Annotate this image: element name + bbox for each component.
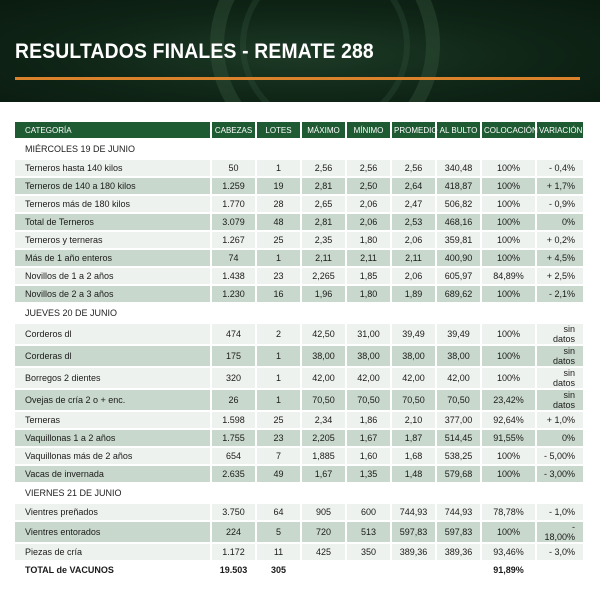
cell-maximo: 2,11 xyxy=(302,250,347,266)
cell-variacion: sin datos xyxy=(537,346,585,366)
table-row xyxy=(15,412,585,428)
header-banner xyxy=(0,0,600,102)
cell-variacion: - 3,00% xyxy=(537,466,585,482)
cell-maximo: 1,885 xyxy=(302,448,347,464)
cell-categoria: Vaquillonas más de 2 años xyxy=(15,448,212,464)
page-title: RESULTADOS FINALES - REMATE 288 xyxy=(15,40,374,63)
cell-maximo: 2,265 xyxy=(302,268,347,284)
cell-minimo: 1,80 xyxy=(347,232,392,248)
cell-minimo: 1,85 xyxy=(347,268,392,284)
cell-maximo: 905 xyxy=(302,504,347,520)
cell-cabezas: 74 xyxy=(212,250,257,266)
cell-categoria: Vaquillonas 1 a 2 años xyxy=(15,430,212,446)
cell-lotes: 11 xyxy=(257,544,302,560)
cell-variacion: sin datos xyxy=(537,368,585,388)
cell-minimo: 1,35 xyxy=(347,466,392,482)
cell-variacion: sin datos xyxy=(537,324,585,344)
cell-promedio: 744,93 xyxy=(392,504,437,520)
cell-maximo: 2,81 xyxy=(302,214,347,230)
cell-variacion: - 3,0% xyxy=(537,544,585,560)
total-cabezas: 19.503 xyxy=(212,562,257,578)
cell-variacion: - 5,00% xyxy=(537,448,585,464)
cell-variacion: + 4,5% xyxy=(537,250,585,266)
table-row xyxy=(15,466,585,482)
cell-lotes: 25 xyxy=(257,412,302,428)
cell-promedio: 42,00 xyxy=(392,368,437,388)
cell-promedio: 2,06 xyxy=(392,268,437,284)
cell-categoria: Más de 1 año enteros xyxy=(15,250,212,266)
cell-cabezas: 474 xyxy=(212,324,257,344)
cell-al-bulto: 359,81 xyxy=(437,232,482,248)
cell-colocacion: 93,46% xyxy=(482,544,537,560)
cell-categoria: Terneras xyxy=(15,412,212,428)
cell-cabezas: 320 xyxy=(212,368,257,388)
cell-categoria: Corderas dl xyxy=(15,346,212,366)
cell-maximo: 2,205 xyxy=(302,430,347,446)
table-row xyxy=(15,504,585,520)
cell-variacion: 0% xyxy=(537,430,585,446)
total-lotes: 305 xyxy=(257,562,302,578)
cell-colocacion: 100% xyxy=(482,214,537,230)
cell-colocacion: 100% xyxy=(482,250,537,266)
cell-minimo: 2,50 xyxy=(347,178,392,194)
cell-promedio: 597,83 xyxy=(392,522,437,542)
table-row xyxy=(15,368,585,388)
table-row xyxy=(15,448,585,464)
column-header-colocacion: COLOCACIÓN xyxy=(482,122,537,138)
cell-promedio: 389,36 xyxy=(392,544,437,560)
total-colocacion: 91,89% xyxy=(482,562,537,578)
cell-variacion: sin datos xyxy=(537,390,585,410)
cell-cabezas: 26 xyxy=(212,390,257,410)
cell-colocacion: 100% xyxy=(482,324,537,344)
cell-minimo: 350 xyxy=(347,544,392,560)
cell-colocacion: 100% xyxy=(482,196,537,212)
cell-al-bulto: 39,49 xyxy=(437,324,482,344)
cell-al-bulto: 38,00 xyxy=(437,346,482,366)
cell-al-bulto: 597,83 xyxy=(437,522,482,542)
cell-promedio: 1,68 xyxy=(392,448,437,464)
cell-minimo: 600 xyxy=(347,504,392,520)
table-row xyxy=(15,430,585,446)
cell-al-bulto: 340,48 xyxy=(437,160,482,176)
section-header xyxy=(15,140,585,158)
cell-cabezas: 1.259 xyxy=(212,178,257,194)
table-row xyxy=(15,196,585,212)
cell-promedio: 2,64 xyxy=(392,178,437,194)
cell-lotes: 1 xyxy=(257,160,302,176)
cell-minimo: 1,67 xyxy=(347,430,392,446)
cell-colocacion: 100% xyxy=(482,448,537,464)
cell-cabezas: 654 xyxy=(212,448,257,464)
column-header-minimo: MÍNIMO xyxy=(347,122,392,138)
column-header-cabezas: CABEZAS xyxy=(212,122,257,138)
cell-cabezas: 3.079 xyxy=(212,214,257,230)
cell-categoria: Piezas de cría xyxy=(15,544,212,560)
cell-maximo: 1,67 xyxy=(302,466,347,482)
cell-minimo: 2,56 xyxy=(347,160,392,176)
cell-colocacion: 100% xyxy=(482,286,537,302)
cell-minimo: 513 xyxy=(347,522,392,542)
table-row xyxy=(15,214,585,230)
cell-al-bulto: 689,62 xyxy=(437,286,482,302)
cell-variacion: + 1,7% xyxy=(537,178,585,194)
cell-promedio: 2,47 xyxy=(392,196,437,212)
cell-lotes: 19 xyxy=(257,178,302,194)
cell-minimo: 31,00 xyxy=(347,324,392,344)
cell-lotes: 7 xyxy=(257,448,302,464)
cell-variacion: - 1,0% xyxy=(537,504,585,520)
cell-lotes: 64 xyxy=(257,504,302,520)
cell-colocacion: 78,78% xyxy=(482,504,537,520)
total-row xyxy=(15,562,585,578)
cell-promedio: 2,10 xyxy=(392,412,437,428)
cell-cabezas: 1.438 xyxy=(212,268,257,284)
cell-colocacion: 23,42% xyxy=(482,390,537,410)
cell-maximo: 2,35 xyxy=(302,232,347,248)
cell-variacion: - 0,9% xyxy=(537,196,585,212)
cell-lotes: 16 xyxy=(257,286,302,302)
table-row xyxy=(15,324,585,344)
cell-minimo: 2,06 xyxy=(347,214,392,230)
cell-al-bulto: 70,50 xyxy=(437,390,482,410)
table-row xyxy=(15,178,585,194)
table-row xyxy=(15,346,585,366)
cell-cabezas: 3.750 xyxy=(212,504,257,520)
cell-cabezas: 1.230 xyxy=(212,286,257,302)
cell-minimo: 70,50 xyxy=(347,390,392,410)
cell-categoria: Terneros y terneras xyxy=(15,232,212,248)
cell-maximo: 2,65 xyxy=(302,196,347,212)
table-body xyxy=(15,140,585,560)
cell-lotes: 49 xyxy=(257,466,302,482)
cell-colocacion: 100% xyxy=(482,346,537,366)
table-row xyxy=(15,390,585,410)
cell-categoria: Terneros hasta 140 kilos xyxy=(15,160,212,176)
cell-lotes: 2 xyxy=(257,324,302,344)
cell-maximo: 2,56 xyxy=(302,160,347,176)
cell-cabezas: 224 xyxy=(212,522,257,542)
cell-al-bulto: 506,82 xyxy=(437,196,482,212)
cell-maximo: 42,50 xyxy=(302,324,347,344)
cell-variacion: - 2,1% xyxy=(537,286,585,302)
cell-lotes: 1 xyxy=(257,368,302,388)
table-row xyxy=(15,544,585,560)
title-underline xyxy=(15,77,580,80)
cell-colocacion: 100% xyxy=(482,522,537,542)
results-table xyxy=(15,120,585,580)
cell-promedio: 2,06 xyxy=(392,232,437,248)
table-row xyxy=(15,522,585,542)
cell-lotes: 23 xyxy=(257,268,302,284)
cell-al-bulto: 605,97 xyxy=(437,268,482,284)
cell-colocacion: 100% xyxy=(482,368,537,388)
cell-categoria: Novillos de 2 a 3 años xyxy=(15,286,212,302)
cell-colocacion: 100% xyxy=(482,232,537,248)
cell-categoria: Vientres preñados xyxy=(15,504,212,520)
cell-colocacion: 92,64% xyxy=(482,412,537,428)
cell-al-bulto: 744,93 xyxy=(437,504,482,520)
cell-al-bulto: 377,00 xyxy=(437,412,482,428)
section-label: VIERNES 21 DE JUNIO xyxy=(15,484,585,502)
section-label: JUEVES 20 DE JUNIO xyxy=(15,304,585,322)
table-row xyxy=(15,268,585,284)
cell-cabezas: 1.770 xyxy=(212,196,257,212)
column-header-al-bulto: AL BULTO xyxy=(437,122,482,138)
cell-promedio: 1,48 xyxy=(392,466,437,482)
cell-promedio: 2,53 xyxy=(392,214,437,230)
cell-cabezas: 2.635 xyxy=(212,466,257,482)
cell-categoria: Corderos dl xyxy=(15,324,212,344)
section-label: MIÉRCOLES 19 DE JUNIO xyxy=(15,140,585,158)
cell-cabezas: 1.267 xyxy=(212,232,257,248)
cell-promedio: 38,00 xyxy=(392,346,437,366)
cell-variacion: + 2,5% xyxy=(537,268,585,284)
cell-cabezas: 175 xyxy=(212,346,257,366)
cell-lotes: 5 xyxy=(257,522,302,542)
cell-lotes: 1 xyxy=(257,390,302,410)
cell-lotes: 1 xyxy=(257,250,302,266)
cell-variacion: - 18,00% xyxy=(537,522,585,542)
cell-al-bulto: 418,87 xyxy=(437,178,482,194)
cell-maximo: 70,50 xyxy=(302,390,347,410)
cell-cabezas: 50 xyxy=(212,160,257,176)
cell-al-bulto: 538,25 xyxy=(437,448,482,464)
column-header-lotes: LOTES xyxy=(257,122,302,138)
section-header xyxy=(15,484,585,502)
cell-promedio: 70,50 xyxy=(392,390,437,410)
cell-al-bulto: 42,00 xyxy=(437,368,482,388)
cell-promedio: 1,89 xyxy=(392,286,437,302)
table-row xyxy=(15,232,585,248)
table-header-row xyxy=(15,122,585,138)
cell-minimo: 2,06 xyxy=(347,196,392,212)
table-row xyxy=(15,286,585,302)
cell-al-bulto: 514,45 xyxy=(437,430,482,446)
cell-minimo: 1,60 xyxy=(347,448,392,464)
cell-colocacion: 100% xyxy=(482,160,537,176)
cell-minimo: 38,00 xyxy=(347,346,392,366)
cell-maximo: 2,34 xyxy=(302,412,347,428)
cell-lotes: 28 xyxy=(257,196,302,212)
cell-categoria: Terneros más de 180 kilos xyxy=(15,196,212,212)
cell-categoria: Borregos 2 dientes xyxy=(15,368,212,388)
cell-promedio: 2,56 xyxy=(392,160,437,176)
cell-variacion: + 0,2% xyxy=(537,232,585,248)
cell-categoria: Terneros de 140 a 180 kilos xyxy=(15,178,212,194)
cell-categoria: Novillos de 1 a 2 años xyxy=(15,268,212,284)
cell-categoria: Vientres entorados xyxy=(15,522,212,542)
cell-al-bulto: 389,36 xyxy=(437,544,482,560)
cell-lotes: 23 xyxy=(257,430,302,446)
cell-colocacion: 91,55% xyxy=(482,430,537,446)
cell-minimo: 1,80 xyxy=(347,286,392,302)
cell-maximo: 38,00 xyxy=(302,346,347,366)
cell-categoria: Ovejas de cría 2 o + enc. xyxy=(15,390,212,410)
table-row xyxy=(15,250,585,266)
cell-lotes: 1 xyxy=(257,346,302,366)
cell-maximo: 425 xyxy=(302,544,347,560)
cell-cabezas: 1.598 xyxy=(212,412,257,428)
cell-categoria: Vacas de invernada xyxy=(15,466,212,482)
column-header-maximo: MÁXIMO xyxy=(302,122,347,138)
cell-lotes: 48 xyxy=(257,214,302,230)
cell-lotes: 25 xyxy=(257,232,302,248)
cell-colocacion: 100% xyxy=(482,178,537,194)
cell-maximo: 42,00 xyxy=(302,368,347,388)
cell-variacion: 0% xyxy=(537,214,585,230)
cell-cabezas: 1.755 xyxy=(212,430,257,446)
cell-maximo: 720 xyxy=(302,522,347,542)
cell-variacion: + 1,0% xyxy=(537,412,585,428)
cell-categoria: Total de Terneros xyxy=(15,214,212,230)
table-row xyxy=(15,160,585,176)
column-header-variacion: VARIACIÓN xyxy=(537,122,585,138)
cell-promedio: 2,11 xyxy=(392,250,437,266)
cell-minimo: 2,11 xyxy=(347,250,392,266)
cell-promedio: 39,49 xyxy=(392,324,437,344)
cell-maximo: 2,81 xyxy=(302,178,347,194)
column-header-promedio: PROMEDIO xyxy=(392,122,437,138)
cell-al-bulto: 468,16 xyxy=(437,214,482,230)
cell-maximo: 1,96 xyxy=(302,286,347,302)
column-header-categoria: CATEGORÍA xyxy=(15,122,212,138)
cell-colocacion: 100% xyxy=(482,466,537,482)
total-label: TOTAL de VACUNOS xyxy=(15,562,212,578)
cell-promedio: 1,87 xyxy=(392,430,437,446)
cell-minimo: 1,86 xyxy=(347,412,392,428)
cell-colocacion: 84,89% xyxy=(482,268,537,284)
cell-al-bulto: 579,68 xyxy=(437,466,482,482)
cell-variacion: - 0,4% xyxy=(537,160,585,176)
cell-al-bulto: 400,90 xyxy=(437,250,482,266)
section-header xyxy=(15,304,585,322)
cell-minimo: 42,00 xyxy=(347,368,392,388)
cell-cabezas: 1.172 xyxy=(212,544,257,560)
